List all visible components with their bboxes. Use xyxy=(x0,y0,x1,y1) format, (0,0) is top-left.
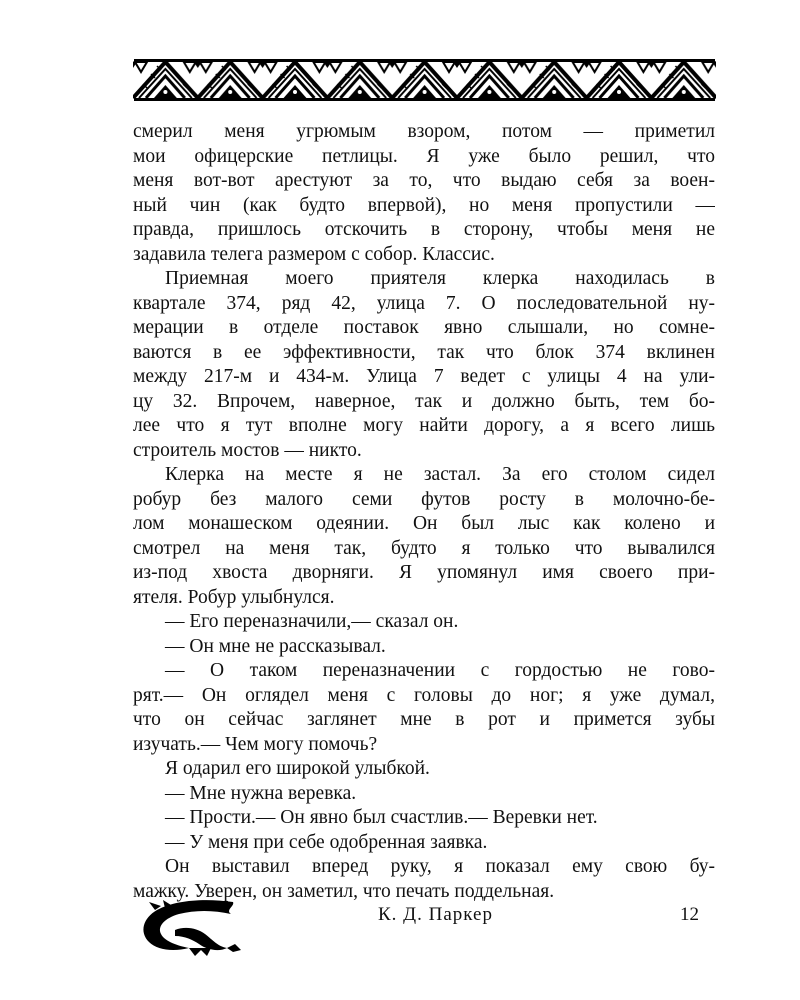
text-line: робур без малого семи футов росту в молочно-бе- xyxy=(133,488,715,510)
text-line: мерации в отделе поставок явно слышали, но сомне- xyxy=(133,317,715,338)
text-line: ваются в ее эффективности, так что блок 374 вклинен xyxy=(133,341,715,363)
text-line: строитель мостов — никто. xyxy=(133,439,362,461)
text-line: — У меня при себе одобренная заявка. xyxy=(165,831,488,853)
text-line: ный чин (как будто впервой), но меня пропустили — xyxy=(133,194,715,216)
text-line: лом монашеском одеянии. Он был лыс как колено и xyxy=(133,513,715,534)
text-line: мажку. Уверен, он заметил, что печать поддельная. xyxy=(133,880,555,902)
text-line: между 217-м и 434-м. Улица 7 ведет с улицы 4 на ули- xyxy=(133,366,715,387)
text-line: Я одарил его широкой улыбкой. xyxy=(165,758,430,779)
text-line: — Прости.— Он явно был счастлив.— Веревки нет. xyxy=(165,807,598,828)
paragraph xyxy=(133,659,715,757)
footer-author: К. Д. Паркер xyxy=(378,904,493,925)
page-body-text xyxy=(133,120,715,904)
text-line: — Мне нужна веревка. xyxy=(165,782,357,804)
paragraph xyxy=(133,463,715,610)
text-line: — Его переназначили,— сказал он. xyxy=(165,611,459,632)
text-line: что он сейчас заглянет мне в рот и примется зубы xyxy=(133,709,715,730)
text-line: — Он мне не рассказывал. xyxy=(165,635,386,657)
paragraph xyxy=(133,267,715,463)
text-line: правда, пришлось отскочить в сторону, чтобы меня не xyxy=(133,219,715,240)
paragraph xyxy=(133,757,715,782)
text-line: квартале 374, ряд 42, улица 7. О последовательной ну- xyxy=(133,292,715,314)
paragraph xyxy=(133,782,715,807)
dragon-emblem-icon xyxy=(135,896,245,958)
paragraph xyxy=(133,806,715,831)
text-line: ятеля. Робур улыбнулся. xyxy=(133,586,335,608)
text-line: — О таком переназначении с гордостью не гово- xyxy=(165,660,715,681)
text-line: изучать.— Чем могу помочь? xyxy=(133,733,378,755)
paragraph xyxy=(133,831,715,856)
text-line: Клерка на месте я не застал. За его столом сидел xyxy=(165,464,715,485)
text-line: цу 32. Впрочем, наверное, так и должно быть, тем бо- xyxy=(133,390,715,412)
text-line: из-под хвоста дворняги. Я упомянул имя своего при- xyxy=(133,562,715,583)
paragraph xyxy=(133,610,715,635)
text-line: лее что я тут вполне могу найти дорогу, а я всего лишь xyxy=(133,415,715,436)
text-line: Он выставил вперед руку, я показал ему свою бу- xyxy=(165,856,715,877)
text-line: смотрел на меня так, будто я только что вывалился xyxy=(133,537,715,559)
ornamental-border-icon xyxy=(133,58,716,102)
text-line: смерил меня угрюмым взором, потом — приметил xyxy=(133,121,715,142)
text-line: задавила телега размером с собор. Классис. xyxy=(133,243,495,265)
text-line: Приемная моего приятеля клерка находилась в xyxy=(165,268,715,289)
text-line: мои офицерские петлицы. Я уже было решил, что xyxy=(133,145,715,167)
paragraph xyxy=(133,120,715,267)
page-number: 12 xyxy=(680,904,699,925)
paragraph xyxy=(133,635,715,660)
text-line: рят.— Он оглядел меня с головы до ног; я уже думал, xyxy=(133,684,715,706)
text-line: меня вот-вот арестуют за то, что выдаю себя за воен- xyxy=(133,170,715,191)
